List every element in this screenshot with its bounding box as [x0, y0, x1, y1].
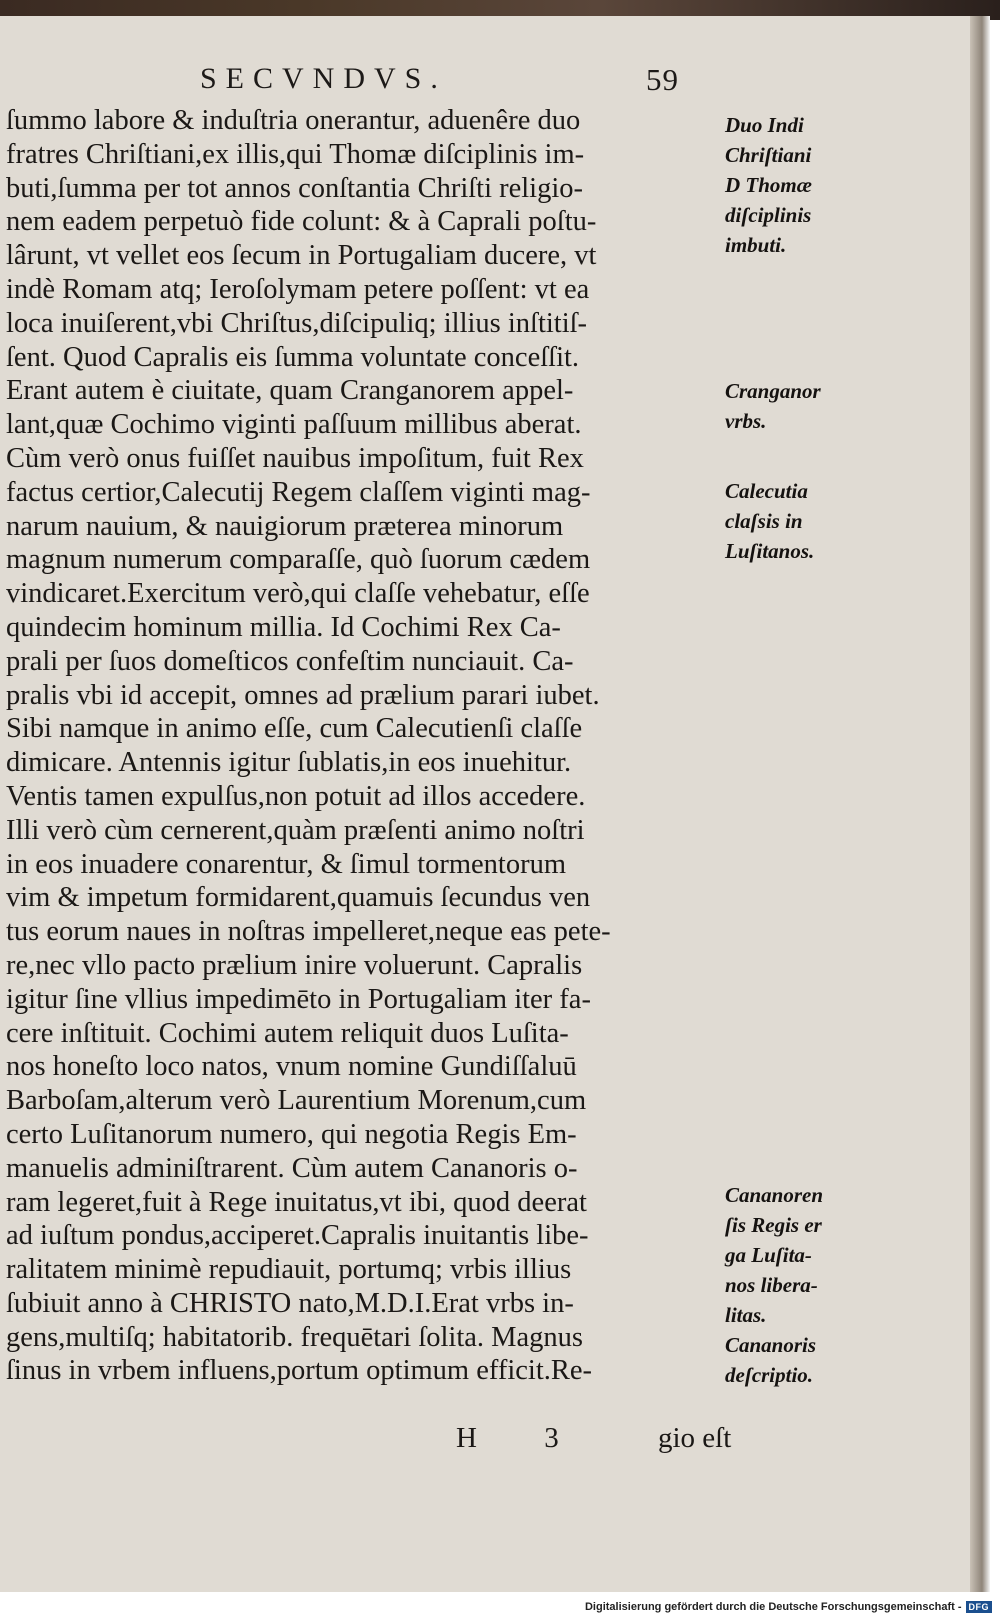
- page-right-edge: [970, 16, 990, 1592]
- marginal-note-duo-indi: [725, 110, 873, 260]
- marginal-note-cananorensis: [725, 1180, 873, 1330]
- note-line: Luſitanos.: [725, 539, 815, 563]
- text-line: factus certior,Calecutij Regem claſſem viginti mag-: [6, 476, 591, 508]
- text-line: nos honeſto loco natos, vnum nomine Gundiſſaluū: [6, 1051, 577, 1083]
- dfg-logo: DFG: [966, 1601, 993, 1613]
- note-line: D Thomæ: [725, 173, 812, 197]
- text-line: vindicaret.Exercitum verò,qui claſſe vehebatur, eſſe: [6, 578, 590, 610]
- text-line: ram legeret,fuit à Rege inuitatus,vt ibi, quod deerat: [6, 1186, 587, 1218]
- running-title: SECVNDVS.: [200, 62, 447, 95]
- text-line: magnum numerum comparaſſe, quò ſuorum cædem: [6, 544, 591, 576]
- digitization-credit: [585, 1598, 992, 1616]
- page-number: 59: [646, 62, 679, 97]
- note-line: litas.: [725, 1303, 767, 1327]
- note-line: nos libera-: [725, 1273, 818, 1297]
- text-line: narum nauium, & nauigiorum præterea minorum: [6, 510, 564, 542]
- text-line: ſummo labore & induſtria onerantur, aduenêre duo: [6, 105, 581, 136]
- marginal-note-cranganor: [725, 376, 873, 436]
- text-line: in eos inuadere conarentur, & ſimul tormentorum: [6, 848, 566, 880]
- note-line: Duo Indi: [725, 113, 804, 137]
- text-line: pralis vbi id accepit, omnes ad prælium parari iubet.: [6, 679, 600, 711]
- text-line: Erant autem è ciuitate, quam Cranganorem appel-: [6, 375, 574, 407]
- note-line: imbuti.: [725, 233, 787, 257]
- text-line: cere inſtituit. Cochimi autem reliquit duos Luſita-: [6, 1017, 569, 1049]
- text-line: Barboſam,alterum verò Laurentium Morenum,cum: [6, 1085, 587, 1117]
- text-line: lant,quæ Cochimo viginti paſſuum millibus aberat.: [6, 409, 582, 441]
- signature-mark: H 3: [456, 1422, 589, 1454]
- text-line: Sibi namque in animo eſſe, cum Calecutienſi claſſe: [6, 713, 583, 745]
- note-line: vrbs.: [725, 409, 767, 433]
- text-line: manuelis adminiſtrarent. Cùm autem Cananoris o-: [6, 1152, 578, 1184]
- text-line: Cùm verò onus fuiſſet nauibus impoſitum, fuit Rex: [6, 442, 584, 474]
- text-line: igitur ſine vllius impedimēto in Portugaliam iter fa-: [6, 983, 591, 1015]
- text-line: nem eadem perpetuò fide colunt: & à Caprali poſtu-: [6, 206, 597, 238]
- note-line: diſciplinis: [725, 203, 812, 227]
- text-line: dimicare. Antennis igitur ſublatis,in eos inuehitur.: [6, 747, 572, 779]
- text-line: lârunt, vt vellet eos ſecum in Portugaliam ducere, vt: [6, 240, 597, 272]
- credit-text: Digitalisierung gefördert durch die Deutsche Forschungsgemeinschaft -: [584, 1601, 962, 1613]
- text-line: quindecim hominum millia. Id Cochimi Rex Ca-: [6, 611, 561, 643]
- note-line: ga Luſita-: [725, 1243, 812, 1267]
- text-line: ſubiuit anno à CHRISTO nato,M.D.I.Erat vrbs in-: [6, 1287, 574, 1319]
- text-line: re,nec vllo pacto prælium inire voluerunt. Capralis: [6, 949, 583, 981]
- note-line: Chriſtiani: [725, 143, 812, 167]
- note-line: Cananoris: [725, 1333, 817, 1357]
- marginal-note-calecutia: [725, 476, 873, 566]
- note-line: Cranganor: [725, 379, 821, 403]
- text-line: gens,multiſq; habitatorib. frequētari ſolita. Magnus: [6, 1321, 583, 1353]
- text-line: vim & impetum formidarent,quamuis ſecundus ven: [6, 882, 591, 914]
- marginal-note-cananoris: [725, 1330, 873, 1390]
- text-line: Illi verò cùm cernerent,quàm præſenti animo noſtri: [6, 814, 585, 846]
- text-line: certo Luſitanorum numero, qui negotia Regis Em-: [6, 1118, 577, 1150]
- text-line: ralitatem minimè repudiauit, portumq; vrbis illius: [6, 1254, 572, 1286]
- note-line: Cananoren: [725, 1183, 824, 1207]
- text-line: tus eorum naues in noſtras impelleret,neque eas pete-: [6, 916, 611, 948]
- note-line: Calecutia: [725, 479, 808, 503]
- text-line: fratres Chriſtiani,ex illis,qui Thomæ diſciplinis im-: [6, 138, 585, 170]
- note-line: claſsis in: [725, 509, 803, 533]
- text-line: ad iuſtum pondus,acciperet.Capralis inuitantis libe-: [6, 1220, 589, 1252]
- text-line: ſent. Quod Capralis eis ſumma voluntate conceſſit.: [6, 341, 580, 373]
- text-line: Ventis tamen expulſus,non potuit ad illos accedere.: [6, 780, 586, 812]
- text-line: buti,ſumma per tot annos conſtantia Chriſti religio-: [6, 172, 584, 204]
- text-line: loca inuiſerent,vbi Chriſtus,diſcipuliq; illius inſtitiſ-: [6, 307, 588, 339]
- text-line: indè Romam atq; Ieroſolymam petere poſſent: vt ea: [6, 273, 590, 305]
- text-line: ſinus in vrbem influens,portum optimum efficit.Re-: [6, 1355, 593, 1387]
- text-line: prali per ſuos domeſticos confeſtim nunciauit. Ca-: [6, 645, 574, 677]
- note-line: ſis Regis er: [725, 1213, 822, 1237]
- note-line: deſcriptio.: [725, 1363, 814, 1387]
- catchword: gio eſt: [658, 1422, 732, 1454]
- body-text: [6, 104, 721, 1388]
